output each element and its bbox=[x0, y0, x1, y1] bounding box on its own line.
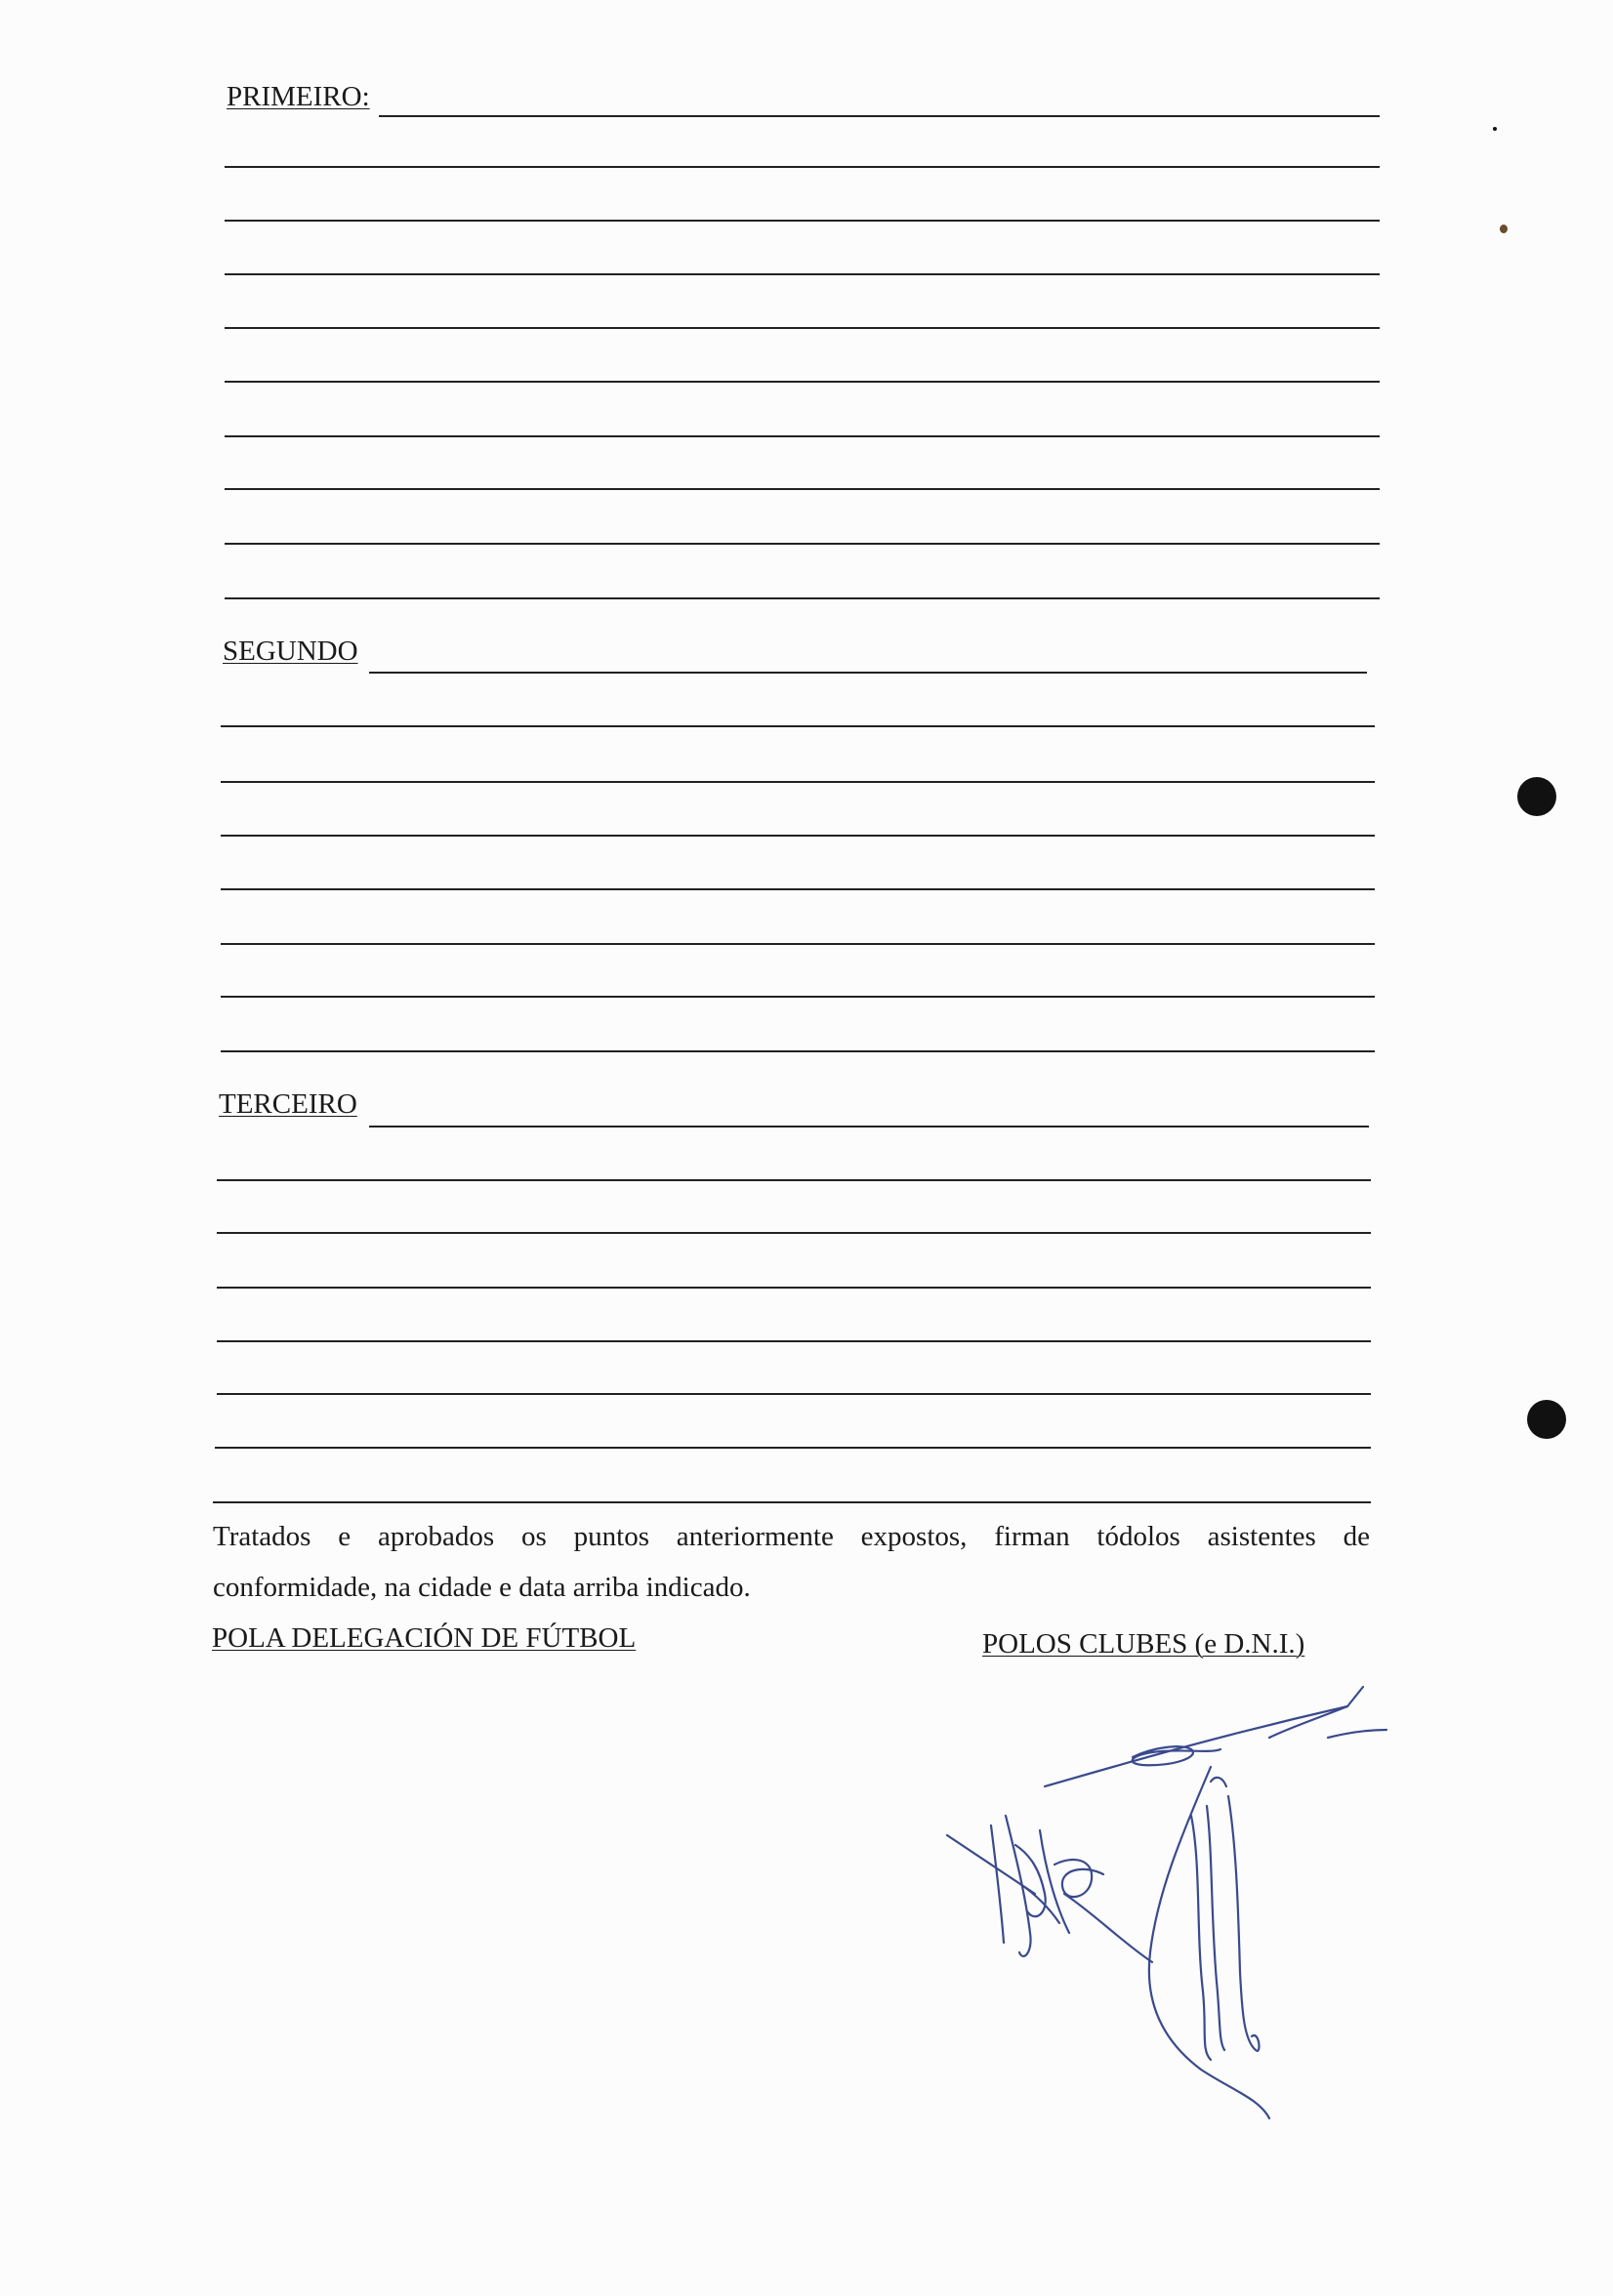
blank-line[interactable] bbox=[225, 543, 1380, 545]
blank-line[interactable] bbox=[225, 327, 1380, 329]
handwritten-signature bbox=[918, 1660, 1426, 2148]
blank-line[interactable] bbox=[225, 488, 1380, 490]
blank-line[interactable] bbox=[225, 166, 1380, 168]
section-label-primeiro: PRIMEIRO: bbox=[227, 81, 370, 112]
section-label-terceiro: TERCEIRO bbox=[219, 1088, 357, 1120]
blank-line[interactable] bbox=[217, 1232, 1371, 1234]
blank-line[interactable] bbox=[217, 1287, 1371, 1289]
closing-line-2: conformidade, na cidade e data arriba indicado. bbox=[213, 1572, 751, 1603]
blank-line[interactable] bbox=[221, 725, 1375, 727]
blank-line[interactable] bbox=[217, 1393, 1371, 1395]
blank-line[interactable] bbox=[225, 381, 1380, 383]
blank-line[interactable] bbox=[225, 220, 1380, 222]
blank-line[interactable] bbox=[221, 1050, 1375, 1052]
blank-line[interactable] bbox=[369, 672, 1367, 674]
blank-line[interactable] bbox=[369, 1126, 1369, 1128]
blank-line[interactable] bbox=[221, 943, 1375, 945]
closing-line-1: Tratados e aprobados os puntos anteriormente expostos, firman tódolos asistentes de bbox=[213, 1521, 1370, 1552]
section-label-segundo: SEGUNDO bbox=[223, 636, 358, 667]
blank-line[interactable] bbox=[213, 1501, 1371, 1503]
signature-label-clubs: POLOS CLUBES (e D.N.I.) bbox=[982, 1628, 1305, 1660]
blank-line[interactable] bbox=[221, 781, 1375, 783]
blank-line[interactable] bbox=[221, 996, 1375, 998]
scan-speck bbox=[1500, 225, 1508, 233]
blank-line[interactable] bbox=[225, 597, 1380, 599]
blank-line[interactable] bbox=[221, 888, 1375, 890]
punch-hole-upper bbox=[1517, 777, 1556, 816]
blank-line[interactable] bbox=[221, 835, 1375, 837]
blank-line[interactable] bbox=[379, 115, 1380, 117]
blank-line[interactable] bbox=[215, 1447, 1371, 1449]
closing-statement bbox=[213, 1511, 1370, 1613]
signature-label-delegation: POLA DELEGACIÓN DE FÚTBOL bbox=[212, 1622, 637, 1654]
punch-hole-lower bbox=[1527, 1400, 1566, 1439]
blank-line[interactable] bbox=[217, 1179, 1371, 1181]
scan-speck bbox=[1493, 127, 1497, 131]
blank-line[interactable] bbox=[225, 273, 1380, 275]
blank-line[interactable] bbox=[225, 435, 1380, 437]
blank-line[interactable] bbox=[217, 1340, 1371, 1342]
